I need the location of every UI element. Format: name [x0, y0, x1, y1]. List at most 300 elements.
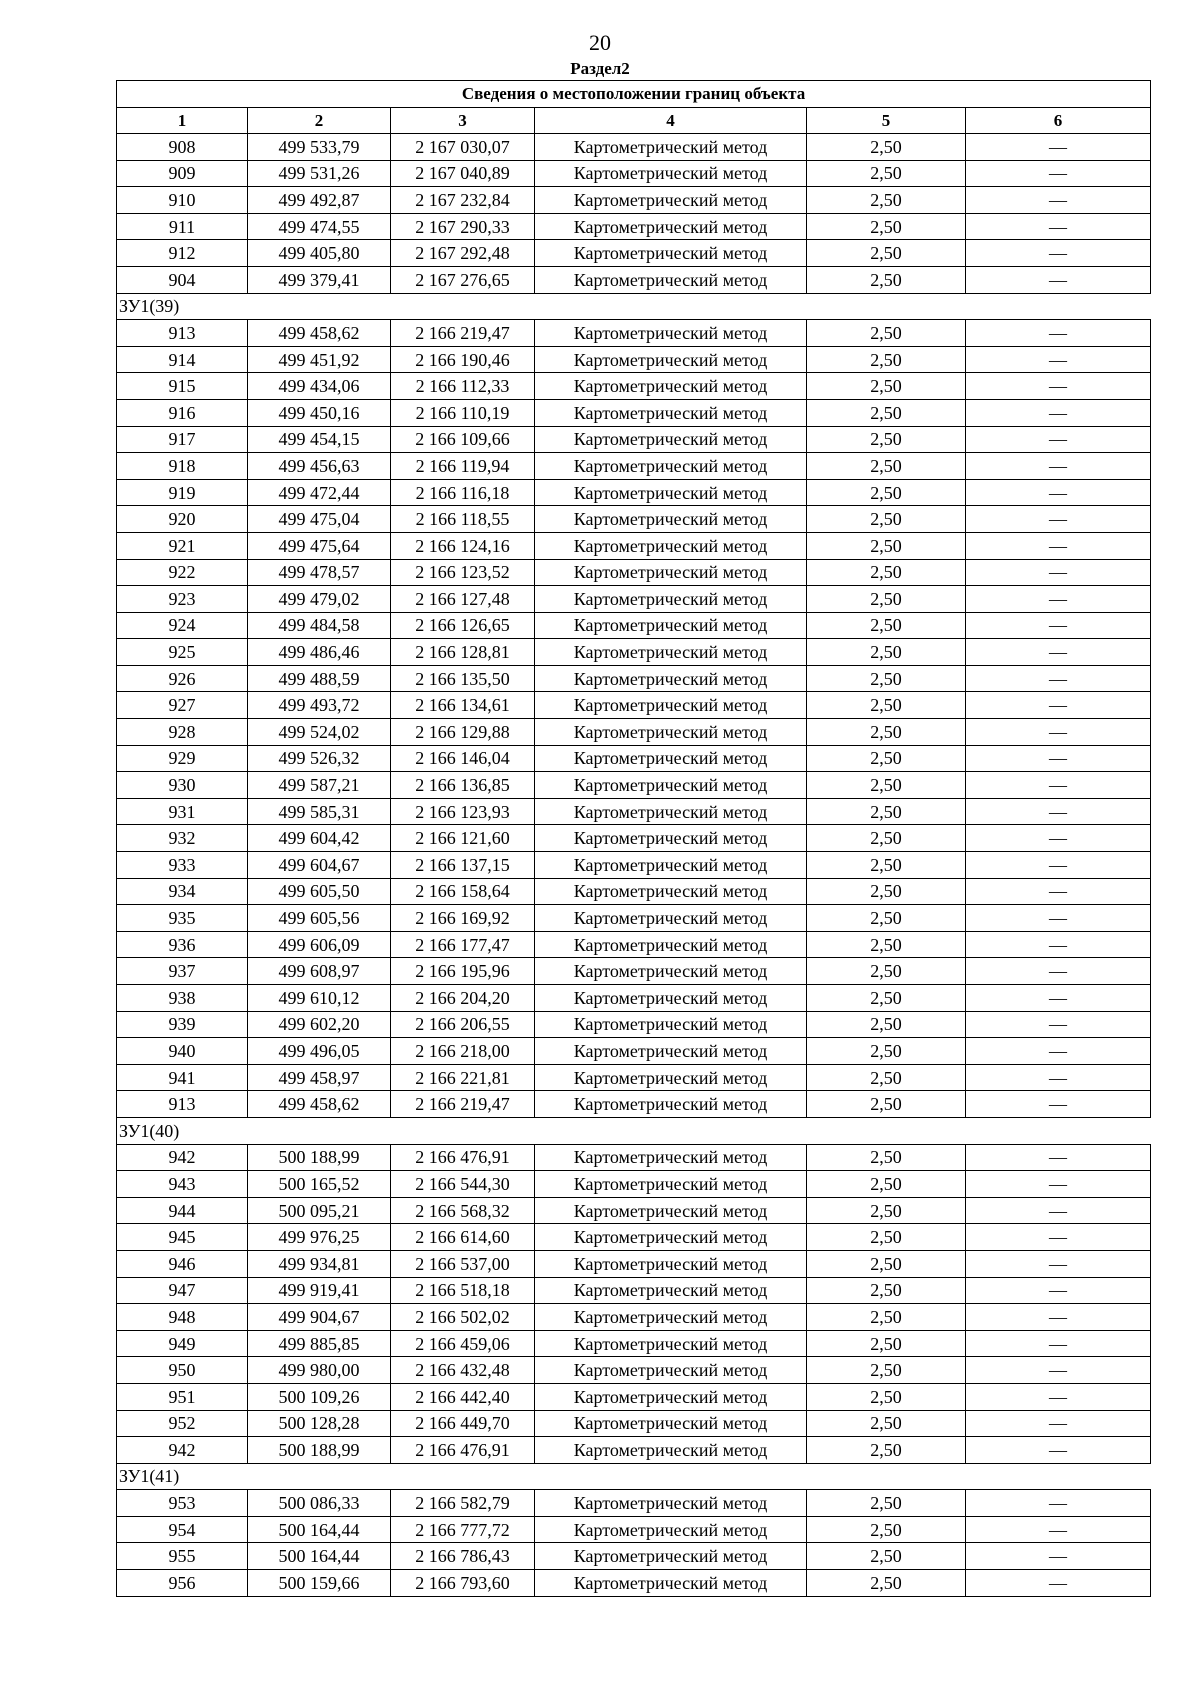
y-coordinate-cell: 2 166 126,65 — [391, 612, 535, 639]
method-cell: Картометрический метод — [535, 1410, 807, 1437]
accuracy-cell: 2,50 — [807, 1304, 966, 1331]
table-row — [117, 1197, 1151, 1224]
y-coordinate-cell: 2 166 786,43 — [391, 1543, 535, 1570]
accuracy-cell: 2,50 — [807, 453, 966, 480]
table-row — [117, 1357, 1151, 1384]
y-coordinate-cell: 2 166 195,96 — [391, 958, 535, 985]
accuracy-cell: 2,50 — [807, 1064, 966, 1091]
x-coordinate-cell: 500 128,28 — [248, 1410, 391, 1437]
point-number-cell: 925 — [117, 639, 248, 666]
accuracy-cell: 2,50 — [807, 852, 966, 879]
table-row — [117, 1383, 1151, 1410]
point-number-cell: 914 — [117, 346, 248, 373]
y-coordinate-cell: 2 166 123,93 — [391, 798, 535, 825]
note-cell: — — [966, 506, 1151, 533]
table-row — [117, 1490, 1151, 1517]
point-number-cell: 944 — [117, 1197, 248, 1224]
accuracy-cell: 2,50 — [807, 1091, 966, 1118]
accuracy-cell: 2,50 — [807, 479, 966, 506]
point-number-cell: 924 — [117, 612, 248, 639]
point-number-cell: 942 — [117, 1144, 248, 1171]
accuracy-cell: 2,50 — [807, 320, 966, 347]
table-row — [117, 134, 1151, 161]
table-row — [117, 798, 1151, 825]
table-body — [117, 134, 1151, 1597]
method-cell: Картометрический метод — [535, 1224, 807, 1251]
table-row — [117, 931, 1151, 958]
method-cell: Картометрический метод — [535, 692, 807, 719]
accuracy-cell: 2,50 — [807, 1011, 966, 1038]
note-cell: — — [966, 213, 1151, 240]
note-cell: — — [966, 1038, 1151, 1065]
column-number: 2 — [248, 108, 391, 134]
point-number-cell: 941 — [117, 1064, 248, 1091]
method-cell: Картометрический метод — [535, 905, 807, 932]
point-number-cell: 938 — [117, 985, 248, 1012]
method-cell: Картометрический метод — [535, 532, 807, 559]
note-cell: — — [966, 586, 1151, 613]
y-coordinate-cell: 2 166 135,50 — [391, 665, 535, 692]
method-cell: Картометрический метод — [535, 825, 807, 852]
x-coordinate-cell: 499 458,62 — [248, 320, 391, 347]
accuracy-cell: 2,50 — [807, 240, 966, 267]
note-cell: — — [966, 958, 1151, 985]
y-coordinate-cell: 2 166 137,15 — [391, 852, 535, 879]
x-coordinate-cell: 499 486,46 — [248, 639, 391, 666]
y-coordinate-cell: 2 166 568,32 — [391, 1197, 535, 1224]
table-row — [117, 1330, 1151, 1357]
x-coordinate-cell: 499 606,09 — [248, 931, 391, 958]
x-coordinate-cell: 499 608,97 — [248, 958, 391, 985]
point-number-cell: 937 — [117, 958, 248, 985]
method-cell: Картометрический метод — [535, 213, 807, 240]
accuracy-cell: 2,50 — [807, 772, 966, 799]
table-row — [117, 1570, 1151, 1597]
note-cell: — — [966, 320, 1151, 347]
point-number-cell: 922 — [117, 559, 248, 586]
table-row — [117, 586, 1151, 613]
point-number-cell: 923 — [117, 586, 248, 613]
accuracy-cell: 2,50 — [807, 1277, 966, 1304]
accuracy-cell: 2,50 — [807, 1383, 966, 1410]
method-cell: Картометрический метод — [535, 240, 807, 267]
accuracy-cell: 2,50 — [807, 985, 966, 1012]
x-coordinate-cell: 499 526,32 — [248, 745, 391, 772]
note-cell: — — [966, 1197, 1151, 1224]
accuracy-cell: 2,50 — [807, 213, 966, 240]
note-cell: — — [966, 931, 1151, 958]
table-row — [117, 719, 1151, 746]
table-row — [117, 506, 1151, 533]
method-cell: Картометрический метод — [535, 1543, 807, 1570]
table-row — [117, 213, 1151, 240]
accuracy-cell: 2,50 — [807, 1171, 966, 1198]
point-number-cell: 916 — [117, 399, 248, 426]
x-coordinate-cell: 499 475,04 — [248, 506, 391, 533]
x-coordinate-cell: 499 919,41 — [248, 1277, 391, 1304]
point-number-cell: 919 — [117, 479, 248, 506]
table-row — [117, 905, 1151, 932]
y-coordinate-cell: 2 166 219,47 — [391, 1091, 535, 1118]
y-coordinate-cell: 2 166 127,48 — [391, 586, 535, 613]
y-coordinate-cell: 2 166 129,88 — [391, 719, 535, 746]
table-row — [117, 825, 1151, 852]
x-coordinate-cell: 499 524,02 — [248, 719, 391, 746]
note-cell: — — [966, 692, 1151, 719]
note-cell: — — [966, 825, 1151, 852]
accuracy-cell: 2,50 — [807, 266, 966, 293]
y-coordinate-cell: 2 166 218,00 — [391, 1038, 535, 1065]
x-coordinate-cell: 500 095,21 — [248, 1197, 391, 1224]
point-number-cell: 909 — [117, 160, 248, 187]
x-coordinate-cell: 500 165,52 — [248, 1171, 391, 1198]
point-number-cell: 921 — [117, 532, 248, 559]
group-label: ЗУ1(40) — [117, 1117, 1151, 1144]
note-cell: — — [966, 798, 1151, 825]
method-cell: Картометрический метод — [535, 665, 807, 692]
point-number-cell: 918 — [117, 453, 248, 480]
note-cell: — — [966, 878, 1151, 905]
note-cell: — — [966, 1543, 1151, 1570]
y-coordinate-cell: 2 166 502,02 — [391, 1304, 535, 1331]
x-coordinate-cell: 500 188,99 — [248, 1144, 391, 1171]
method-cell: Картометрический метод — [535, 1304, 807, 1331]
group-label: ЗУ1(39) — [117, 293, 1151, 320]
table-caption: Сведения о местоположении границ объекта — [117, 81, 1151, 108]
note-cell: — — [966, 346, 1151, 373]
point-number-cell: 956 — [117, 1570, 248, 1597]
x-coordinate-cell: 499 980,00 — [248, 1357, 391, 1384]
method-cell: Картометрический метод — [535, 346, 807, 373]
x-coordinate-cell: 499 458,62 — [248, 1091, 391, 1118]
method-cell: Картометрический метод — [535, 772, 807, 799]
note-cell: — — [966, 1064, 1151, 1091]
note-cell: — — [966, 852, 1151, 879]
note-cell: — — [966, 1410, 1151, 1437]
method-cell: Картометрический метод — [535, 852, 807, 879]
note-cell: — — [966, 1144, 1151, 1171]
method-cell: Картометрический метод — [535, 373, 807, 400]
table-row — [117, 453, 1151, 480]
method-cell: Картометрический метод — [535, 1516, 807, 1543]
table-row — [117, 1277, 1151, 1304]
point-number-cell: 920 — [117, 506, 248, 533]
accuracy-cell: 2,50 — [807, 1490, 966, 1517]
method-cell: Картометрический метод — [535, 453, 807, 480]
method-cell: Картометрический метод — [535, 1144, 807, 1171]
point-number-cell: 927 — [117, 692, 248, 719]
method-cell: Картометрический метод — [535, 559, 807, 586]
point-number-cell: 908 — [117, 134, 248, 161]
x-coordinate-cell: 499 492,87 — [248, 187, 391, 214]
note-cell: — — [966, 745, 1151, 772]
y-coordinate-cell: 2 167 276,65 — [391, 266, 535, 293]
y-coordinate-cell: 2 166 124,16 — [391, 532, 535, 559]
note-cell: — — [966, 1171, 1151, 1198]
x-coordinate-cell: 499 488,59 — [248, 665, 391, 692]
note-cell: — — [966, 1490, 1151, 1517]
point-number-cell: 930 — [117, 772, 248, 799]
point-number-cell: 932 — [117, 825, 248, 852]
table-row — [117, 266, 1151, 293]
method-cell: Картометрический метод — [535, 187, 807, 214]
note-cell: — — [966, 1091, 1151, 1118]
y-coordinate-cell: 2 166 582,79 — [391, 1490, 535, 1517]
y-coordinate-cell: 2 166 777,72 — [391, 1516, 535, 1543]
column-number: 5 — [807, 108, 966, 134]
x-coordinate-cell: 499 587,21 — [248, 772, 391, 799]
x-coordinate-cell: 499 605,50 — [248, 878, 391, 905]
note-cell: — — [966, 639, 1151, 666]
y-coordinate-cell: 2 166 449,70 — [391, 1410, 535, 1437]
y-coordinate-cell: 2 166 146,04 — [391, 745, 535, 772]
point-number-cell: 948 — [117, 1304, 248, 1331]
accuracy-cell: 2,50 — [807, 931, 966, 958]
note-cell: — — [966, 373, 1151, 400]
table-row — [117, 665, 1151, 692]
point-number-cell: 929 — [117, 745, 248, 772]
note-cell: — — [966, 1516, 1151, 1543]
note-cell: — — [966, 266, 1151, 293]
x-coordinate-cell: 499 450,16 — [248, 399, 391, 426]
x-coordinate-cell: 499 484,58 — [248, 612, 391, 639]
note-cell: — — [966, 1570, 1151, 1597]
accuracy-cell: 2,50 — [807, 426, 966, 453]
point-number-cell: 931 — [117, 798, 248, 825]
table-row — [117, 692, 1151, 719]
y-coordinate-cell: 2 167 292,48 — [391, 240, 535, 267]
y-coordinate-cell: 2 166 121,60 — [391, 825, 535, 852]
point-number-cell: 913 — [117, 1091, 248, 1118]
accuracy-cell: 2,50 — [807, 1543, 966, 1570]
y-coordinate-cell: 2 166 136,85 — [391, 772, 535, 799]
note-cell: — — [966, 772, 1151, 799]
table-row — [117, 1437, 1151, 1464]
table-row — [117, 399, 1151, 426]
point-number-cell: 936 — [117, 931, 248, 958]
point-number-cell: 926 — [117, 665, 248, 692]
y-coordinate-cell: 2 166 123,52 — [391, 559, 535, 586]
accuracy-cell: 2,50 — [807, 665, 966, 692]
x-coordinate-cell: 500 188,99 — [248, 1437, 391, 1464]
x-coordinate-cell: 499 472,44 — [248, 479, 391, 506]
accuracy-cell: 2,50 — [807, 160, 966, 187]
page-number: 20 — [589, 30, 611, 55]
y-coordinate-cell: 2 167 030,07 — [391, 134, 535, 161]
accuracy-cell: 2,50 — [807, 1357, 966, 1384]
note-cell: — — [966, 479, 1151, 506]
point-number-cell: 915 — [117, 373, 248, 400]
accuracy-cell: 2,50 — [807, 719, 966, 746]
accuracy-cell: 2,50 — [807, 187, 966, 214]
note-cell: — — [966, 1011, 1151, 1038]
x-coordinate-cell: 500 159,66 — [248, 1570, 391, 1597]
table-row — [117, 1304, 1151, 1331]
note-cell: — — [966, 160, 1151, 187]
note-cell: — — [966, 1437, 1151, 1464]
y-coordinate-cell: 2 166 793,60 — [391, 1570, 535, 1597]
accuracy-cell: 2,50 — [807, 1437, 966, 1464]
table-row — [117, 1038, 1151, 1065]
method-cell: Картометрический метод — [535, 1011, 807, 1038]
x-coordinate-cell: 499 602,20 — [248, 1011, 391, 1038]
point-number-cell: 940 — [117, 1038, 248, 1065]
accuracy-cell: 2,50 — [807, 1330, 966, 1357]
column-number: 6 — [966, 108, 1151, 134]
note-cell: — — [966, 719, 1151, 746]
x-coordinate-cell: 500 086,33 — [248, 1490, 391, 1517]
note-cell: — — [966, 1277, 1151, 1304]
accuracy-cell: 2,50 — [807, 373, 966, 400]
x-coordinate-cell: 499 479,02 — [248, 586, 391, 613]
accuracy-cell: 2,50 — [807, 586, 966, 613]
method-cell: Картометрический метод — [535, 1038, 807, 1065]
method-cell: Картометрический метод — [535, 985, 807, 1012]
table-row — [117, 1144, 1151, 1171]
point-number-cell: 950 — [117, 1357, 248, 1384]
y-coordinate-cell: 2 166 219,47 — [391, 320, 535, 347]
y-coordinate-cell: 2 166 476,91 — [391, 1144, 535, 1171]
method-cell: Картометрический метод — [535, 1091, 807, 1118]
group-header-row — [117, 1463, 1151, 1490]
group-header-row — [117, 1117, 1151, 1144]
table-row — [117, 639, 1151, 666]
point-number-cell: 913 — [117, 320, 248, 347]
note-cell: — — [966, 665, 1151, 692]
y-coordinate-cell: 2 166 221,81 — [391, 1064, 535, 1091]
y-coordinate-cell: 2 167 040,89 — [391, 160, 535, 187]
method-cell: Картометрический метод — [535, 1064, 807, 1091]
method-cell: Картометрический метод — [535, 266, 807, 293]
point-number-cell: 939 — [117, 1011, 248, 1038]
table-row — [117, 612, 1151, 639]
point-number-cell: 912 — [117, 240, 248, 267]
column-number: 4 — [535, 108, 807, 134]
y-coordinate-cell: 2 166 537,00 — [391, 1250, 535, 1277]
accuracy-cell: 2,50 — [807, 958, 966, 985]
table-row — [117, 1224, 1151, 1251]
x-coordinate-cell: 499 434,06 — [248, 373, 391, 400]
table-row — [117, 320, 1151, 347]
y-coordinate-cell: 2 166 614,60 — [391, 1224, 535, 1251]
table-row — [117, 346, 1151, 373]
x-coordinate-cell: 499 493,72 — [248, 692, 391, 719]
point-number-cell: 953 — [117, 1490, 248, 1517]
accuracy-cell: 2,50 — [807, 559, 966, 586]
point-number-cell: 934 — [117, 878, 248, 905]
x-coordinate-cell: 499 379,41 — [248, 266, 391, 293]
note-cell: — — [966, 399, 1151, 426]
x-coordinate-cell: 499 531,26 — [248, 160, 391, 187]
accuracy-cell: 2,50 — [807, 1038, 966, 1065]
note-cell: — — [966, 1383, 1151, 1410]
table-row — [117, 878, 1151, 905]
table-row — [117, 1516, 1151, 1543]
x-coordinate-cell: 499 585,31 — [248, 798, 391, 825]
table-row — [117, 1410, 1151, 1437]
column-number: 1 — [117, 108, 248, 134]
method-cell: Картометрический метод — [535, 399, 807, 426]
accuracy-cell: 2,50 — [807, 532, 966, 559]
point-number-cell: 951 — [117, 1383, 248, 1410]
accuracy-cell: 2,50 — [807, 1197, 966, 1224]
y-coordinate-cell: 2 166 169,92 — [391, 905, 535, 932]
x-coordinate-cell: 499 474,55 — [248, 213, 391, 240]
y-coordinate-cell: 2 166 116,18 — [391, 479, 535, 506]
y-coordinate-cell: 2 166 544,30 — [391, 1171, 535, 1198]
y-coordinate-cell: 2 166 118,55 — [391, 506, 535, 533]
x-coordinate-cell: 499 458,97 — [248, 1064, 391, 1091]
table-row — [117, 958, 1151, 985]
x-coordinate-cell: 499 456,63 — [248, 453, 391, 480]
y-coordinate-cell: 2 166 110,19 — [391, 399, 535, 426]
method-cell: Картометрический метод — [535, 958, 807, 985]
accuracy-cell: 2,50 — [807, 745, 966, 772]
accuracy-cell: 2,50 — [807, 1570, 966, 1597]
table-row — [117, 1064, 1151, 1091]
method-cell: Картометрический метод — [535, 426, 807, 453]
method-cell: Картометрический метод — [535, 320, 807, 347]
method-cell: Картометрический метод — [535, 1490, 807, 1517]
y-coordinate-cell: 2 166 128,81 — [391, 639, 535, 666]
y-coordinate-cell: 2 166 476,91 — [391, 1437, 535, 1464]
note-cell: — — [966, 1357, 1151, 1384]
accuracy-cell: 2,50 — [807, 878, 966, 905]
point-number-cell: 952 — [117, 1410, 248, 1437]
note-cell: — — [966, 985, 1151, 1012]
x-coordinate-cell: 499 610,12 — [248, 985, 391, 1012]
accuracy-cell: 2,50 — [807, 692, 966, 719]
x-coordinate-cell: 499 885,85 — [248, 1330, 391, 1357]
y-coordinate-cell: 2 166 109,66 — [391, 426, 535, 453]
y-coordinate-cell: 2 166 442,40 — [391, 1383, 535, 1410]
method-cell: Картометрический метод — [535, 1437, 807, 1464]
accuracy-cell: 2,50 — [807, 1144, 966, 1171]
note-cell: — — [966, 1250, 1151, 1277]
accuracy-cell: 2,50 — [807, 825, 966, 852]
point-number-cell: 935 — [117, 905, 248, 932]
y-coordinate-cell: 2 166 158,64 — [391, 878, 535, 905]
accuracy-cell: 2,50 — [807, 1410, 966, 1437]
table-caption-row — [117, 81, 1151, 108]
method-cell: Картометрический метод — [535, 798, 807, 825]
table-row — [117, 1171, 1151, 1198]
point-number-cell: 933 — [117, 852, 248, 879]
y-coordinate-cell: 2 166 204,20 — [391, 985, 535, 1012]
method-cell: Картометрический метод — [535, 1383, 807, 1410]
note-cell: — — [966, 612, 1151, 639]
accuracy-cell: 2,50 — [807, 399, 966, 426]
method-cell: Картометрический метод — [535, 639, 807, 666]
method-cell: Картометрический метод — [535, 1570, 807, 1597]
method-cell: Картометрический метод — [535, 878, 807, 905]
table-row — [117, 1011, 1151, 1038]
column-number: 3 — [391, 108, 535, 134]
point-number-cell: 954 — [117, 1516, 248, 1543]
point-number-cell: 946 — [117, 1250, 248, 1277]
table-row — [117, 852, 1151, 879]
table-row — [117, 745, 1151, 772]
accuracy-cell: 2,50 — [807, 612, 966, 639]
x-coordinate-cell: 499 604,67 — [248, 852, 391, 879]
accuracy-cell: 2,50 — [807, 506, 966, 533]
boundary-coordinates-table — [116, 80, 1151, 1597]
x-coordinate-cell: 500 164,44 — [248, 1543, 391, 1570]
table-row — [117, 373, 1151, 400]
method-cell: Картометрический метод — [535, 1250, 807, 1277]
point-number-cell: 945 — [117, 1224, 248, 1251]
note-cell: — — [966, 905, 1151, 932]
